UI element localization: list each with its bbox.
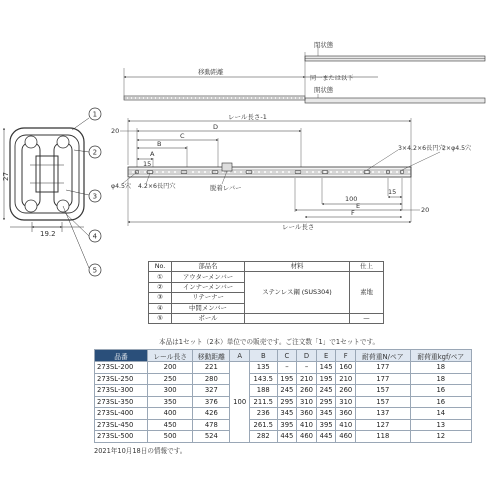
spec-header-stroke: 移動距離	[193, 350, 230, 362]
dim-B-label: B	[157, 140, 162, 148]
open-state-label: 開状態	[314, 86, 334, 94]
spec-cell-N: 157	[356, 396, 410, 408]
spec-cell-N: 137	[356, 408, 410, 420]
spec-cell-G: 410	[336, 419, 356, 431]
spec-cell-rail: 200	[148, 362, 193, 374]
release-lever-label: 脱着レバー	[210, 184, 242, 192]
top-view	[124, 46, 485, 103]
spec-cell-C: 261.5	[249, 419, 277, 431]
spec-cell-N: 118	[356, 431, 410, 443]
spec-cell-E: 460	[297, 431, 317, 443]
spec-cell-model: 273SL-500	[95, 431, 148, 443]
part-name: ボール	[172, 313, 245, 323]
parts-header-material: 材料	[245, 262, 350, 272]
spec-cell-F: 245	[316, 385, 336, 397]
spec-cell-G: 210	[336, 373, 356, 385]
spec-cell-rail: 350	[148, 396, 193, 408]
spec-cell-kgf: 13	[410, 419, 471, 431]
rail-length-label: レール長さ	[282, 223, 315, 231]
spec-cell-F: 395	[316, 419, 336, 431]
spec-cell-F: 445	[316, 431, 336, 443]
callout-5: 5	[92, 266, 98, 275]
spec-header-row	[95, 350, 472, 362]
slot-left-label: 4.2×6長円穴	[138, 183, 176, 190]
spec-cell-C: 282	[249, 431, 277, 443]
part-name: アウターメンバー	[172, 272, 245, 282]
spec-cell-stroke: 327	[193, 385, 230, 397]
spec-cell-rail: 400	[148, 408, 193, 420]
spec-cell-C: 135	[249, 362, 277, 374]
parts-header-name: 部品名	[172, 262, 245, 272]
spec-cell-G: 260	[336, 385, 356, 397]
spec-cell-stroke: 376	[193, 396, 230, 408]
spec-cell-E: 210	[297, 373, 317, 385]
spec-cell-stroke: 221	[193, 362, 230, 374]
spec-table	[94, 349, 472, 443]
callout-4: 4	[92, 232, 98, 241]
spec-cell-E: –	[297, 362, 317, 374]
spec-cell-D: 345	[277, 408, 297, 420]
spec-cell-A: 100	[230, 362, 250, 443]
part-finish-ball: —	[350, 313, 384, 323]
spec-cell-rail: 250	[148, 373, 193, 385]
inner-member-profile	[36, 156, 58, 192]
spec-row	[95, 385, 472, 397]
spec-cell-kgf: 16	[410, 385, 471, 397]
spec-row	[95, 408, 472, 420]
outer-member-profile	[10, 128, 84, 220]
release-lever	[222, 163, 232, 171]
info-date-note: 2021年10月18日の情報です。	[94, 447, 187, 455]
spec-cell-kgf: 18	[410, 373, 471, 385]
spec-cell-D: 395	[277, 419, 297, 431]
spec-cell-E: 360	[297, 408, 317, 420]
spec-cell-G: 310	[336, 396, 356, 408]
part-no: ①	[149, 272, 172, 282]
dim-C-label: C	[180, 132, 185, 140]
part-material-ball	[245, 313, 350, 323]
spec-cell-stroke: 524	[193, 431, 230, 443]
spec-cell-model: 273SL-300	[95, 385, 148, 397]
spec-cell-N: 157	[356, 385, 410, 397]
callout-2: 2	[92, 148, 98, 157]
spec-cell-rail: 450	[148, 419, 193, 431]
spec-cell-stroke: 478	[193, 419, 230, 431]
dim-15-right: 15	[388, 188, 397, 196]
spec-header-A: A	[230, 350, 250, 362]
same-or-less-label: 同一または以下	[310, 75, 354, 82]
hole-left-label: φ4.5穴	[111, 183, 132, 190]
cross-section-view	[4, 118, 89, 268]
parts-header-finish: 仕上	[350, 262, 384, 272]
part-material: ステンレス鋼 (SUS304)	[245, 272, 350, 314]
part-no: ③	[149, 293, 172, 303]
spec-cell-D: 245	[277, 385, 297, 397]
spec-cell-kgf: 18	[410, 362, 471, 374]
hole-right-label: 2×φ4.5穴	[442, 145, 472, 152]
spec-cell-kgf: 14	[410, 408, 471, 420]
spec-cell-model: 273SL-200	[95, 362, 148, 374]
part-name: 中間メンバー	[172, 303, 245, 313]
spec-cell-kgf: 16	[410, 396, 471, 408]
spec-header-D: D	[297, 350, 317, 362]
spec-cell-G: 160	[336, 362, 356, 374]
dim-D-label: D	[213, 123, 219, 131]
slot-right-label: 3×4.2×6長円穴	[398, 145, 445, 152]
spec-cell-N: 127	[356, 419, 410, 431]
part-name: リテーナー	[172, 293, 245, 303]
dim-E-label: E	[356, 202, 361, 210]
spec-cell-N: 177	[356, 373, 410, 385]
dim-F-label: F	[351, 209, 355, 217]
spec-row	[95, 362, 472, 374]
spec-cell-model: 273SL-250	[95, 373, 148, 385]
stroke-label: 移動距離	[198, 68, 224, 76]
spec-header-rail: レール長さ	[148, 350, 193, 362]
spec-row	[95, 419, 472, 431]
spec-cell-F: 295	[316, 396, 336, 408]
spec-row	[95, 373, 472, 385]
spec-header-C: C	[277, 350, 297, 362]
ball	[25, 200, 37, 212]
spec-cell-model: 273SL-450	[95, 419, 148, 431]
ball	[25, 136, 37, 148]
spec-cell-model: 273SL-350	[95, 396, 148, 408]
part-no: ④	[149, 303, 172, 313]
part-name: インナーメンバー	[172, 282, 245, 292]
spec-cell-stroke: 426	[193, 408, 230, 420]
spec-row	[95, 431, 472, 443]
spec-cell-F: 195	[316, 373, 336, 385]
sales-unit-note: 本品は1セット（2本）単位での販売です。ご注文数「1」で1セットです。	[159, 338, 380, 346]
parts-row	[149, 272, 384, 282]
parts-header-row	[149, 262, 384, 272]
spec-cell-C: 143.5	[249, 373, 277, 385]
spec-cell-E: 260	[297, 385, 317, 397]
rail-open-outer	[305, 98, 485, 103]
part-no: ⑤	[149, 313, 172, 323]
callout-3: 3	[92, 192, 98, 201]
dim-height-label: 27	[2, 172, 10, 181]
spec-header-load-kgf: 耐荷重kgf/ペア	[410, 350, 471, 362]
spec-cell-F: 145	[316, 362, 336, 374]
spec-cell-D: 295	[277, 396, 297, 408]
spec-cell-rail: 500	[148, 431, 193, 443]
dim-100-label: 100	[345, 195, 358, 203]
spec-cell-stroke: 280	[193, 373, 230, 385]
callout-1: 1	[92, 110, 98, 119]
parts-header-no: No.	[149, 262, 172, 272]
spec-header-B: B	[249, 350, 277, 362]
dim-width-label: 19.2	[40, 230, 56, 238]
spec-cell-G: 360	[336, 408, 356, 420]
spec-cell-E: 410	[297, 419, 317, 431]
spec-header-F: F	[336, 350, 356, 362]
spec-cell-D: –	[277, 362, 297, 374]
part-finish: 素地	[350, 272, 384, 314]
spec-cell-kgf: 12	[410, 431, 471, 443]
dim-15-left: 15	[143, 160, 152, 168]
spec-cell-G: 460	[336, 431, 356, 443]
dim-A-label: A	[150, 150, 155, 158]
spec-cell-C: 188	[249, 385, 277, 397]
dim-20-left: 20	[111, 127, 120, 135]
spec-cell-N: 177	[356, 362, 410, 374]
spec-header-E: E	[316, 350, 336, 362]
side-view	[120, 118, 440, 226]
spec-cell-C: 211.5	[249, 396, 277, 408]
parts-row	[149, 313, 384, 323]
spec-cell-E: 310	[297, 396, 317, 408]
dim-20-right: 20	[421, 206, 430, 214]
spec-cell-D: 445	[277, 431, 297, 443]
spec-header-model: 品番	[95, 350, 148, 362]
ball	[57, 136, 69, 148]
spec-header-load-n: 耐荷重N/ペア	[356, 350, 410, 362]
spec-cell-D: 195	[277, 373, 297, 385]
spec-cell-rail: 300	[148, 385, 193, 397]
spec-cell-F: 345	[316, 408, 336, 420]
spec-row	[95, 396, 472, 408]
part-no: ②	[149, 282, 172, 292]
closed-state-label: 閉状態	[314, 41, 334, 49]
rail-length-minus-1-label: レール長さ-1	[228, 113, 267, 121]
spec-cell-model: 273SL-400	[95, 408, 148, 420]
spec-cell-C: 236	[249, 408, 277, 420]
parts-table	[148, 261, 384, 324]
